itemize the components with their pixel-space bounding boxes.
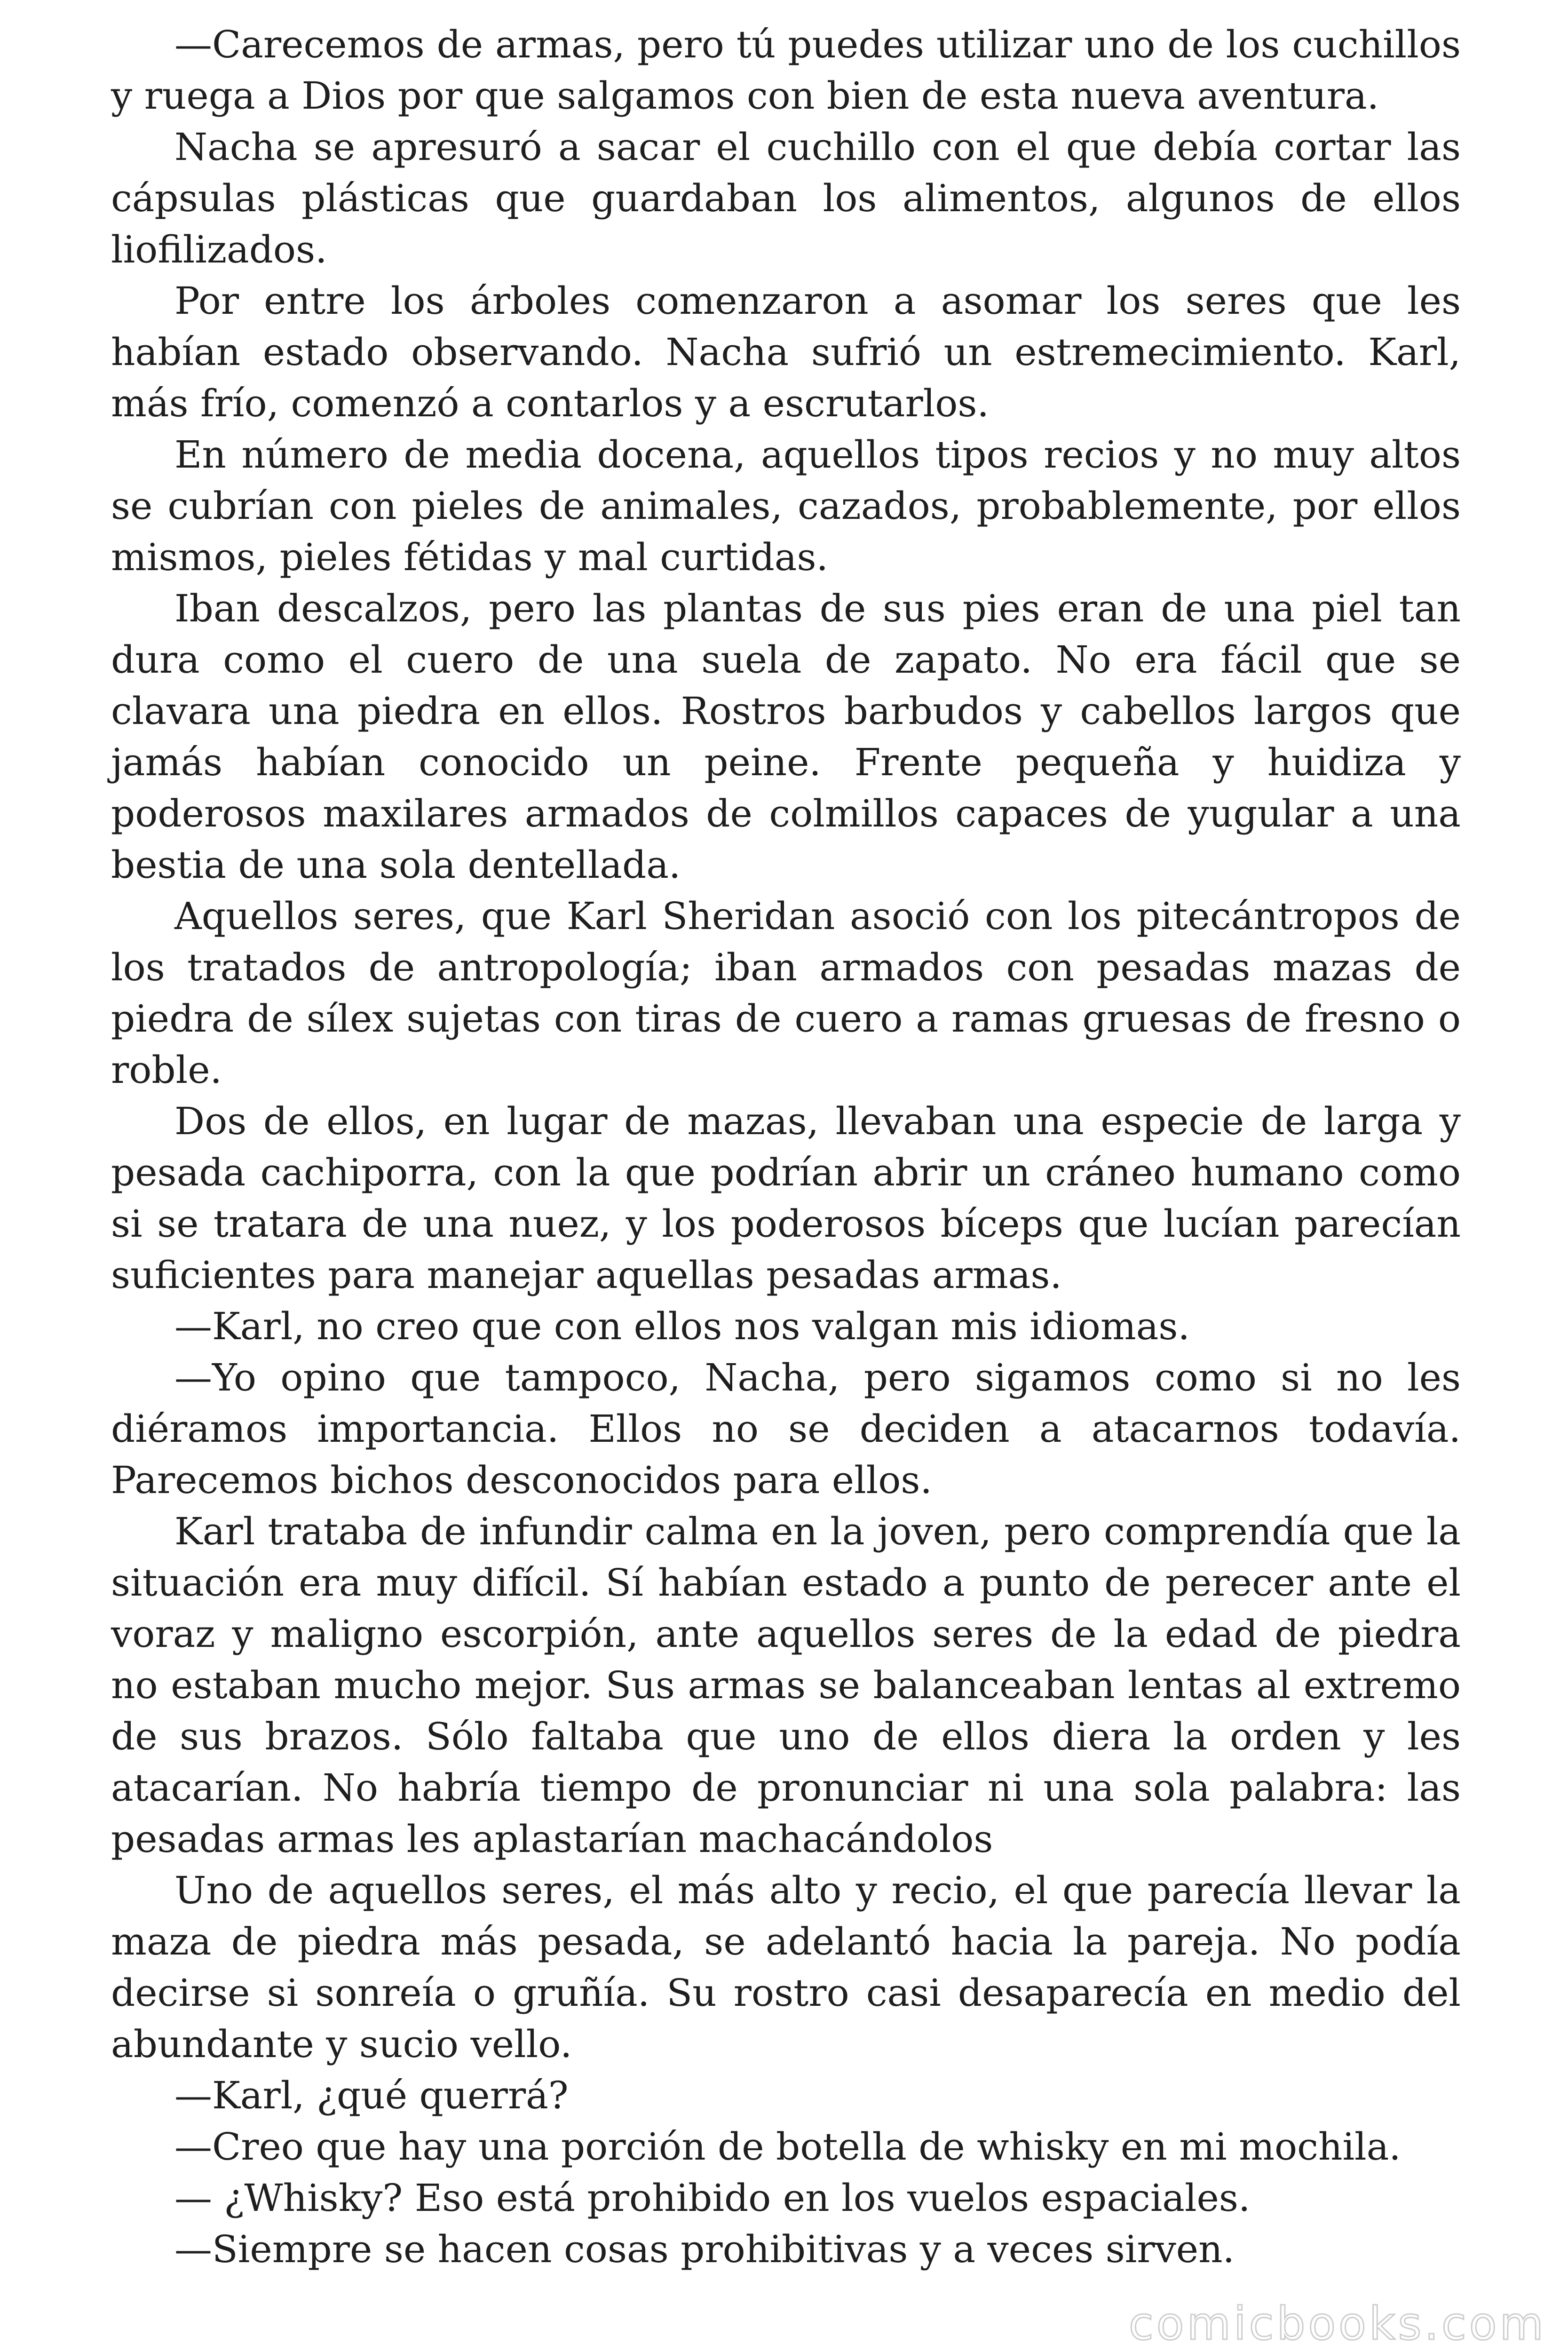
paragraph: Karl trataba de infundir calma en la joven, pero comprendía que la situación era muy difícil. Sí habían estado a punto de perecer ante el voraz y maligno escorpión, ante aquellos seres de la edad de piedra no estaban mucho mejor. Sus armas se balanceaban lentas al extremo de sus brazos. Sólo faltaba que uno de ellos diera la orden y les atacarían. No habría tiempo de pronunciar ni una sola palabra: las pesadas armas les aplastarían machacándolos — [111, 1510, 1461, 1861]
dialogue-line: —Siempre se hacen cosas prohibitivas y a veces sirven. — [174, 2227, 1235, 2271]
paragraph: —Carecemos de armas, pero tú puedes utilizar uno de los cuchillos y ruega a Dios por que salgamos con bien de esta nueva aventura. — [111, 23, 1461, 118]
dialogue-line: — ¿Whisky? Eso está prohibido en los vuelos espaciales. — [174, 2176, 1251, 2220]
paragraph: Iban descalzos, pero las plantas de sus pies eran de una piel tan dura como el cuero de una suela de zapato. No era fácil que se clavara una piedra en ellos. Rostros barbudos y cabellos largos que jamás habían conocido un peine. Frente pequeña y huidiza y poderosos maxilares armados de colmillos capaces de yugular a una bestia de una sola dentellada. — [111, 587, 1461, 887]
dialogue-line: —Creo que hay una porción de botella de whisky en mi mochila. — [174, 2125, 1401, 2169]
dialogue-line: —Yo opino que tampoco, Nacha, pero sigamos como si no les diéramos importancia. Ellos no se deciden a atacarnos todavía. Parecemos bichos desconocidos para ellos. — [111, 1356, 1461, 1502]
paragraph: Nacha se apresuró a sacar el cuchillo con el que debía cortar las cápsulas plásticas que guardaban los alimentos, algunos de ellos liofilizados. — [111, 125, 1461, 271]
paragraph: Aquellos seres, que Karl Sheridan asoció con los pitecántropos de los tratados de antropología; iban armados con pesadas mazas de piedra de sílex sujetas con tiras de cuero a ramas gruesas de fresno o roble. — [111, 894, 1461, 1092]
paragraph: Dos de ellos, en lugar de mazas, llevaban una especie de larga y pesada cachiporra, con la que podrían abrir un cráneo humano como si se tratara de una nuez, y los poderosos bíceps que lucían parecían suficientes para manejar aquellas pesadas armas. — [111, 1099, 1461, 1297]
paragraph: En número de media docena, aquellos tipos recios y no muy altos se cubrían con pieles de animales, cazados, probablemente, por ellos mismos, pieles fétidas y mal curtidas. — [111, 433, 1461, 579]
book-page — [111, 19, 1461, 2275]
watermark: comicbooks.com — [1128, 2297, 1546, 2350]
paragraph: Por entre los árboles comenzaron a asomar los seres que les habían estado observando. Nacha sufrió un estremecimiento. Karl, más frío, comenzó a contarlos y a escrutarlos. — [111, 279, 1461, 425]
dialogue-line: —Karl, ¿qué querrá? — [174, 2074, 569, 2117]
dialogue-line: —Karl, no creo que con ellos nos valgan mis idiomas. — [174, 1304, 1190, 1348]
paragraph: Uno de aquellos seres, el más alto y recio, el que parecía llevar la maza de piedra más pesada, se adelantó hacia la pareja. No podía decirse si sonreía o gruñía. Su rostro casi desaparecía en medio del abundante y sucio vello. — [111, 1868, 1461, 2066]
